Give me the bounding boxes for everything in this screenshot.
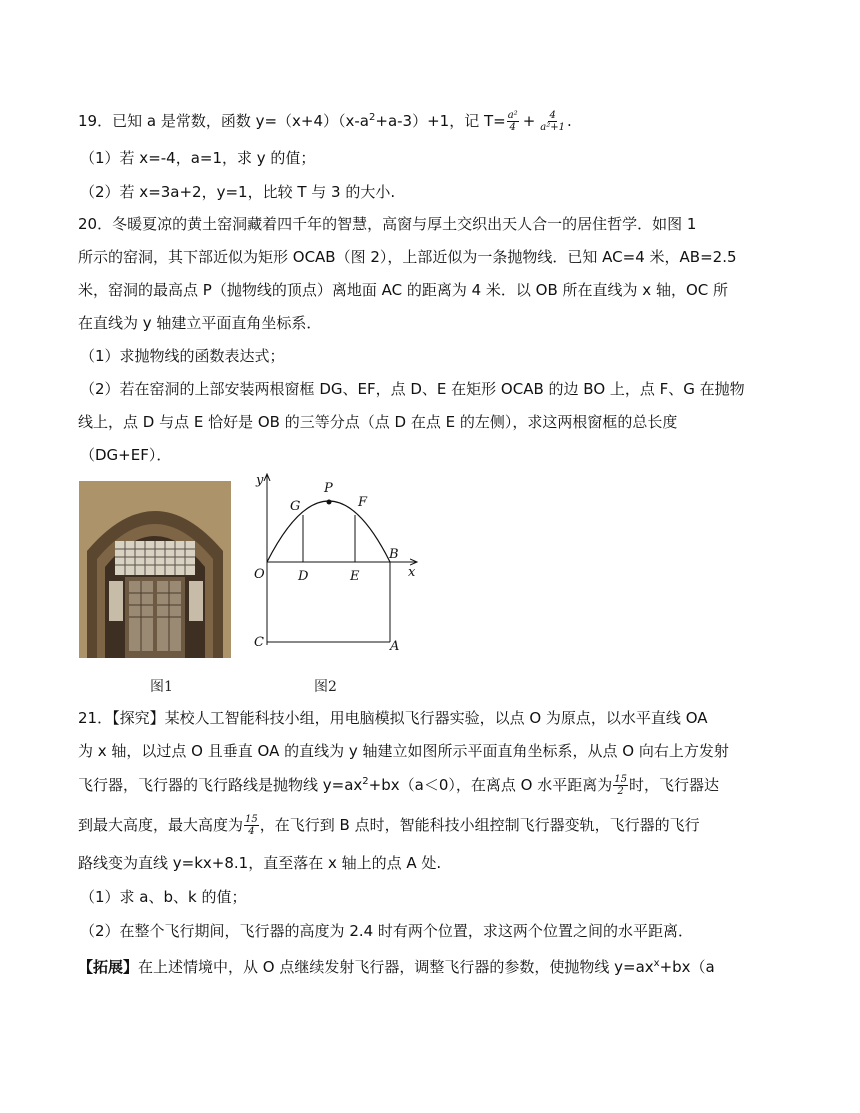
q19-part1: （1）若 x=-4，a=1，求 y 的值； bbox=[80, 149, 316, 167]
q21-frac-b-den: 4 bbox=[248, 826, 255, 837]
q19-stem-b: +a-3）+1，记 T= bbox=[375, 112, 506, 130]
label-f: F bbox=[358, 495, 368, 510]
q19-part2: （2）若 x=3a+2，y=1，比较 T 与 3 的大小. bbox=[80, 183, 396, 201]
q21-ext-b: +bx（a bbox=[659, 958, 715, 976]
q21-line3-a: 飞行器，飞行器的飞行路线是抛物线 y=ax bbox=[78, 776, 363, 794]
q21-part2: （2）在整个飞行期间，飞行器的高度为 2.4 时有两个位置，求这两个位置之间的水平距离． bbox=[80, 922, 693, 940]
q19-frac1-den: 4 bbox=[509, 122, 516, 133]
q21-line4-a: 到最大高度，最大高度为 bbox=[78, 816, 244, 834]
q19-frac2-num: 4 bbox=[549, 110, 556, 121]
q20-part2-l3: （DG+EF）． bbox=[80, 446, 172, 464]
label-y: y bbox=[256, 473, 264, 488]
q20-part2-l2: 线上，点 D 与点 E 恰好是 OB 的三等分点（点 D 在点 E 的左侧），求这两根窗框的总长度 bbox=[78, 413, 678, 431]
q19-frac2-den: a²+1 bbox=[540, 122, 565, 133]
q20-line1: 20．冬暖夏凉的黄土窑洞藏着四千年的智慧，高窗与厚土交织出天人合一的居住哲学．如图 1 bbox=[78, 215, 697, 233]
q19-stem-sup: 2 bbox=[369, 112, 376, 123]
q21-line2: 为 x 轴，以过点 O 且垂直 OA 的直线为 y 轴建立如图所示平面直角坐标系，从点 O 向右上方发射 bbox=[78, 742, 729, 760]
q21-line4-b: ，在飞行到 B 点时，智能科技小组控制飞行器变轨，飞行器的飞行 bbox=[259, 816, 700, 834]
fig1-caption: 图1 bbox=[150, 679, 173, 695]
q21-extension bbox=[78, 957, 715, 977]
q21-line1: 21．【探究】某校人工智能科技小组，用电脑模拟飞行器实验，以点 O 为原点，以水平直线 OA bbox=[78, 709, 708, 727]
q21-line5: 路线变为直线 y=kx+8.1，直至落在 x 轴上的点 A 处. bbox=[78, 854, 442, 872]
label-o: O bbox=[254, 567, 265, 582]
q21-line3 bbox=[78, 774, 719, 797]
label-d: D bbox=[298, 569, 309, 584]
q21-fraction-a bbox=[613, 774, 628, 797]
q21-part1: （1）求 a、b、k 的值； bbox=[80, 888, 247, 906]
q21-line3-c: 时，飞行器达 bbox=[628, 776, 719, 794]
q20-part1: （1）求抛物线的函数表达式； bbox=[80, 347, 285, 365]
vertex-p-dot bbox=[327, 500, 332, 505]
label-b: B bbox=[389, 547, 399, 562]
q21-line3-b: +bx（a＜0），在离点 O 水平距离为 bbox=[368, 776, 613, 794]
q20-line4: 在直线为 y 轴建立平面直角坐标系． bbox=[78, 314, 322, 332]
q19-stem-a: 19．已知 a 是常数，函数 y=（x+4）（x-a bbox=[78, 112, 369, 130]
label-p: P bbox=[324, 481, 333, 496]
q19-fraction-2 bbox=[539, 110, 566, 133]
q19-stem bbox=[78, 110, 572, 133]
q20-line2: 所示的窑洞，其下部近似为矩形 OCAB（图 2），上部近似为一条抛物线．已知 AC=4 米，AB=2.5 bbox=[78, 248, 737, 266]
q19-frac1-num: a² bbox=[507, 110, 518, 121]
q21-ext-label: 【拓展】 bbox=[78, 958, 139, 976]
q20-part2-l1: （2）若在窑洞的上部安装两根窗框 DG、EF，点 D、E 在矩形 OCAB 的边 BO 上，点 F、G 在抛物 bbox=[80, 380, 745, 398]
label-a: A bbox=[390, 639, 400, 654]
q19-fraction-1 bbox=[507, 110, 519, 133]
q21-frac-a-den: 2 bbox=[617, 786, 624, 797]
q21-line3-sup: 2 bbox=[362, 776, 369, 787]
q21-ext-sup: x bbox=[653, 958, 660, 969]
q21-ext-a: 在上述情境中，从 O 点继续发射飞行器，调整飞行器的参数，使抛物线 y=ax bbox=[138, 958, 654, 976]
label-e: E bbox=[350, 569, 360, 584]
q21-frac-a-num: 15 bbox=[614, 774, 627, 785]
q20-line3: 米，窑洞的最高点 P（抛物线的顶点）离地面 AC 的距离为 4 米．以 OB 所在直线为 x 轴，OC 所 bbox=[78, 281, 728, 299]
parabola-curve bbox=[267, 501, 390, 562]
q21-line4 bbox=[78, 814, 700, 837]
q19-plus: + bbox=[522, 112, 536, 130]
parabola-diagram bbox=[246, 470, 426, 654]
label-x: x bbox=[408, 565, 416, 580]
q19-stem-end: . bbox=[566, 112, 572, 130]
label-g: G bbox=[290, 499, 301, 514]
q21-fraction-b bbox=[244, 814, 259, 837]
q21-frac-b-num: 15 bbox=[245, 814, 258, 825]
label-c: C bbox=[254, 635, 264, 650]
cave-dwelling-photo bbox=[79, 481, 231, 658]
fig2-caption: 图2 bbox=[314, 679, 337, 695]
